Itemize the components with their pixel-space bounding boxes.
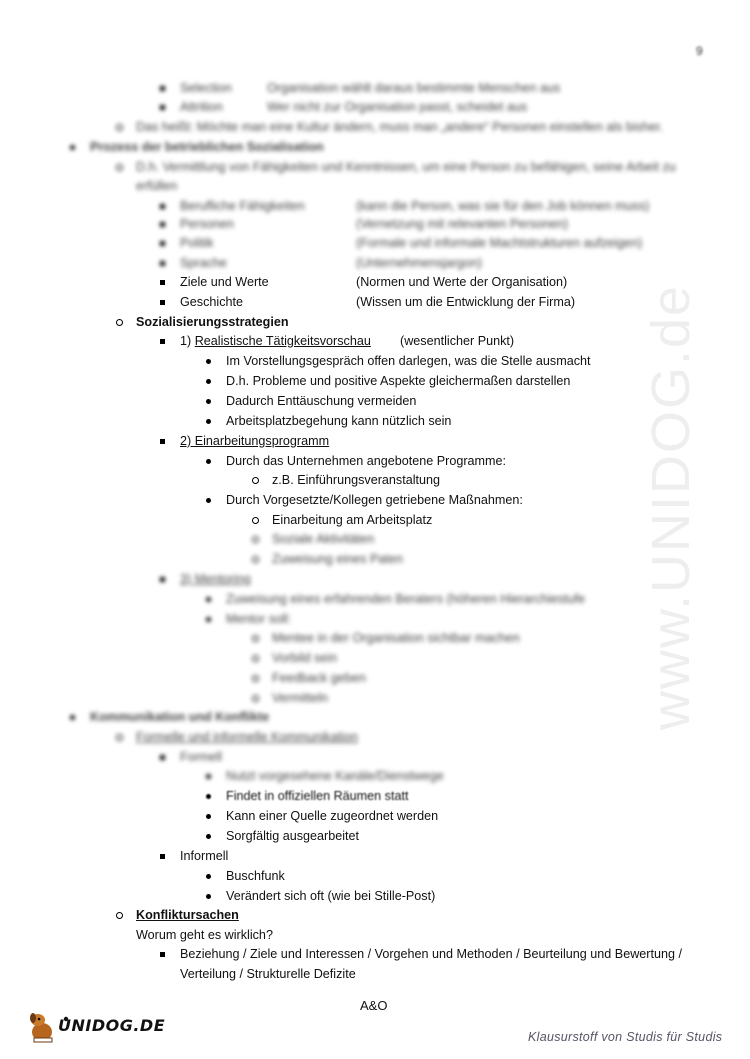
footer-title: A&O bbox=[360, 998, 388, 1013]
watermark: www.UNIDOG.de bbox=[641, 283, 701, 730]
page-number: 9 bbox=[696, 44, 703, 58]
list-item: Worum geht es wirklich? bbox=[136, 928, 273, 942]
logo-text: UNIDOG.DE bbox=[58, 1016, 166, 1035]
list-item: erfüllen bbox=[136, 179, 178, 193]
footer-slogan: Klausurstoff von Studis für Studis bbox=[528, 1030, 723, 1044]
list-item: Verteilung / Strukturelle Defizite bbox=[180, 967, 356, 981]
